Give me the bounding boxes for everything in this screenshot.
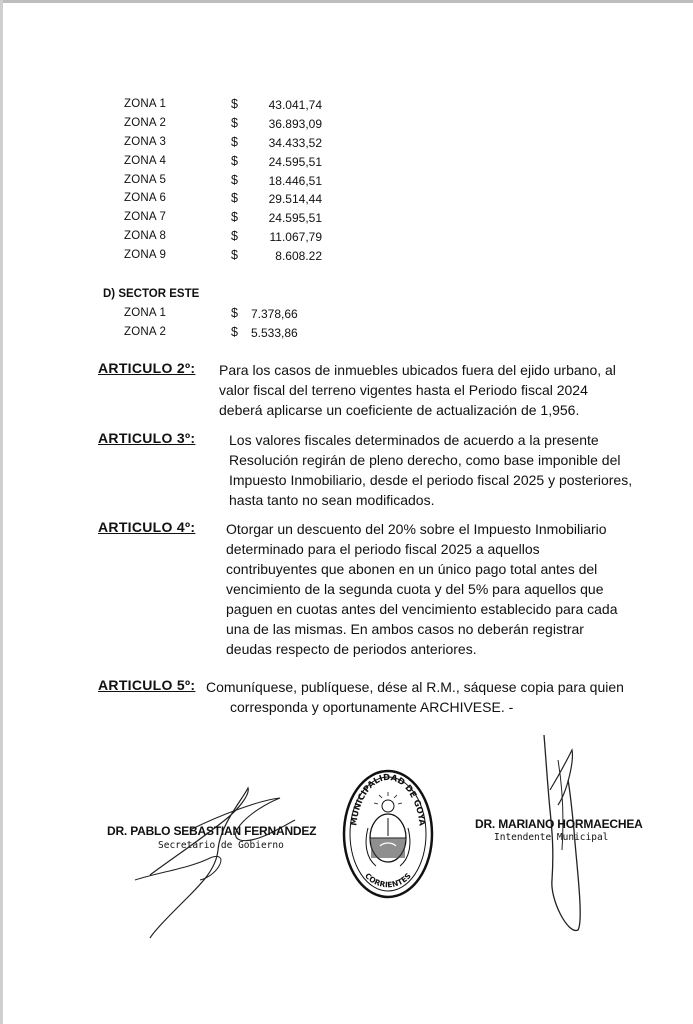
article-line: Resolución regirán de pleno derecho, como base imponible del — [229, 452, 621, 468]
zone-amount: 24.595,51 — [268, 211, 322, 226]
zone-amount: 24.595,51 — [268, 154, 322, 169]
article-line: vencimiento de la segunda cuota y del 5% para aquellos que — [226, 581, 604, 597]
zone-row — [120, 96, 420, 115]
article-line: hasta tanto no sean modificados. — [229, 492, 435, 508]
scan-edge-left — [0, 0, 3, 1024]
zone-amount: 8.608.22 — [275, 249, 322, 264]
zone-amount: 43.041,74 — [268, 98, 322, 112]
zone-name: ZONA 3 — [124, 135, 167, 148]
zone-amount: 5.533,86 — [251, 325, 298, 340]
signatory-right-role: Intendente Municipal — [494, 832, 609, 843]
article-4-body — [226, 519, 660, 659]
article-4-heading: ARTICULO 4º: — [98, 519, 196, 535]
zone-value-list — [120, 96, 420, 266]
scan-edge-top — [0, 0, 693, 3]
article-line: Impuesto Inmobiliario, desde el periodo fiscal 2025 y posteriores, — [229, 472, 633, 488]
article-line: una de las mismas. En ambos casos no deberán registrar — [226, 621, 584, 637]
zone-amount: 7.378,66 — [251, 307, 298, 321]
zone-row — [120, 115, 420, 134]
handwritten-signature-left — [130, 780, 320, 940]
currency-symbol: $ — [231, 306, 238, 320]
zone-amount: 36.893,09 — [268, 116, 322, 131]
zone-name: ZONA 4 — [124, 154, 167, 167]
seal-top-text: MUNICIPALIDAD DE GOYA — [349, 772, 427, 827]
zone-name: ZONA 2 — [124, 116, 167, 129]
seal-bottom-text: CORRIENTES — [363, 871, 413, 890]
sector-title: D) SECTOR ESTE — [103, 288, 200, 300]
currency-symbol: $ — [231, 229, 238, 244]
zone-name: ZONA 9 — [124, 249, 167, 262]
zone-row — [120, 172, 420, 191]
currency-symbol: $ — [231, 97, 238, 111]
article-3-heading: ARTICULO 3º: — [98, 430, 196, 446]
zone-name: ZONA 2 — [124, 325, 167, 338]
currency-symbol: $ — [231, 115, 238, 130]
sector-zone-list — [120, 305, 420, 343]
zone-amount: 34.433,52 — [268, 135, 322, 150]
article-line: Para los casos de inmuebles ubicados fuera del ejido urbano, al — [219, 362, 616, 378]
currency-symbol: $ — [231, 172, 238, 187]
article-line: contribuyentes que abonen en un único pago total antes del — [226, 561, 598, 577]
zone-row — [120, 324, 420, 343]
zone-row — [120, 305, 420, 324]
signatory-right-name: DR. MARIANO HORMAECHEA — [475, 817, 643, 831]
article-line: determinado para el periodo fiscal 2025 a aquellos — [226, 541, 540, 557]
zone-name: ZONA 7 — [124, 211, 167, 224]
svg-text:CORRIENTES — [363, 871, 413, 889]
article-line: Otorgar un descuento del 20% sobre el Impuesto Inmobiliario — [226, 521, 607, 537]
currency-symbol: $ — [231, 248, 238, 263]
currency-symbol: $ — [231, 134, 238, 149]
currency-symbol: $ — [231, 324, 238, 339]
zone-row — [120, 134, 420, 153]
article-line: Los valores fiscales determinados de acuerdo a la presente — [229, 432, 599, 448]
article-2-body — [219, 360, 659, 420]
currency-symbol: $ — [231, 191, 238, 206]
zone-amount: 29.514,44 — [268, 192, 322, 207]
article-3-body — [229, 430, 659, 510]
zone-name: ZONA 5 — [124, 173, 167, 186]
zone-amount: 18.446,51 — [268, 173, 322, 188]
article-line: paguen en cuotas antes del vencimiento establecido para cada — [226, 601, 618, 617]
signatory-left-name: DR. PABLO SEBASTIAN FERNANDEZ — [107, 824, 317, 838]
zone-amount: 11.067,79 — [269, 230, 322, 245]
article-2-heading: ARTICULO 2º: — [98, 360, 196, 376]
article-line: corresponda y oportunamente ARCHIVESE. - — [230, 699, 514, 715]
zone-row — [120, 209, 420, 228]
article-line: deudas respecto de periodos anteriores. — [226, 641, 477, 657]
currency-symbol: $ — [231, 153, 238, 168]
signatory-left-role: Secretario de Gobierno — [158, 840, 284, 851]
zone-row — [120, 190, 420, 209]
article-5-heading: ARTICULO 5º: — [98, 677, 196, 693]
zone-row — [120, 247, 420, 266]
article-5-body — [206, 677, 660, 717]
article-line: deberá aplicarse un coeficiente de actualización de 1,956. — [219, 402, 580, 418]
zone-name: ZONA 6 — [124, 192, 167, 205]
zone-row — [120, 228, 420, 247]
currency-symbol: $ — [231, 210, 238, 225]
article-line: Comuníquese, publíquese, dése al R.M., sáquese copia para quien — [206, 679, 624, 695]
zone-name: ZONA 1 — [124, 307, 167, 319]
municipal-seal — [342, 768, 434, 900]
zone-name: ZONA 8 — [124, 230, 167, 243]
zone-name: ZONA 1 — [124, 98, 167, 110]
zone-row — [120, 153, 420, 172]
article-line: valor fiscal del terreno vigentes hasta el Periodo fiscal 2024 — [219, 382, 588, 398]
